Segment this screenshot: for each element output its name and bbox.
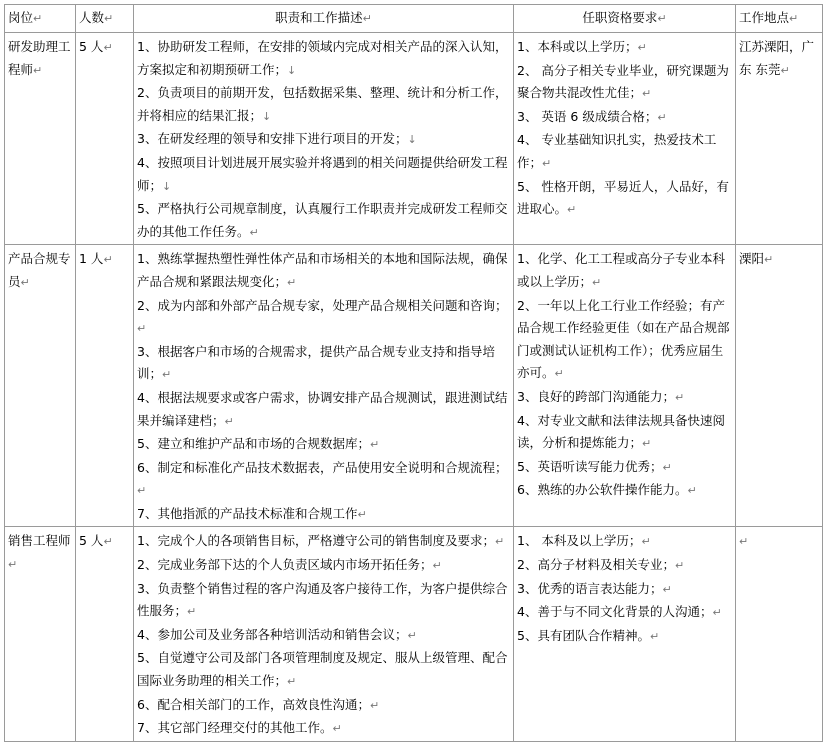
duty-item: 1、协助研发工程师，在安排的领域内完成对相关产品的深入认知，方案拟定和初期预研工作；↓ (137, 39, 508, 77)
header-count: 人数↵ (76, 5, 134, 33)
cell-duties (134, 527, 514, 741)
requirement-item: 4、 专业基础知识扎实，热爱技术工作；↵ (517, 132, 717, 170)
duty-item: 3、根据客户和市场的合规需求，提供产品合规专业支持和指导培训；↵ (137, 343, 495, 382)
duty-item: 5、严格执行公司规章制度，认真履行工作职责并完成研发工程师交办的其他工作任务。↵ (137, 201, 508, 239)
cell-location: 江苏溧阳，广东 东莞↵ (736, 33, 823, 245)
requirement-item: 2、一年以上化工行业工作经验；有产品合规工作经验更佳（如在产品合规部门或测试认证机构工作）；优秀应届生亦可。↵ (517, 297, 730, 381)
cell-requirements (514, 245, 736, 527)
requirement-item: 6、熟练的办公软件操作能力。↵ (517, 482, 697, 498)
requirement-item: 1、本科或以上学历；↵ (517, 39, 647, 54)
requirement-item: 3、优秀的语言表达能力；↵ (517, 580, 672, 596)
requirement-item: 2、高分子材料及相关专业；↵ (517, 557, 685, 573)
table-row (5, 245, 823, 527)
header-row (5, 5, 823, 33)
requirement-item: 5、 性格开朗，平易近人，人品好，有进取心。↵ (517, 178, 729, 217)
duty-item: 2、成为内部和外部产品合规专家，处理产品合规相关问题和咨询；↵ (137, 297, 508, 336)
duty-item: 3、负责整个销售过程的客户沟通及客户接待工作，为客户提供综合性服务；↵ (137, 580, 508, 619)
duty-item: 2、完成业务部下达的个人负责区域内市场开拓任务；↵ (137, 557, 442, 573)
requirement-item: 3、 英语 6 级成绩合格；↵ (517, 108, 667, 124)
requirement-item: 5、英语听读写能力优秀；↵ (517, 458, 672, 474)
duty-item: 2、负责项目的前期开发，包括数据采集、整理、统计和分析工作，并将相应的结果汇报；↓ (137, 85, 508, 123)
cell-position: 产品合规专员↵ (5, 245, 76, 527)
requirement-item: 3、良好的跨部门沟通能力；↵ (517, 388, 685, 404)
cell-count: 5 人↵ (76, 527, 134, 741)
duty-item: 1、熟练掌握热塑性弹性体产品和市场相关的本地和国际法规，确保产品合规和紧跟法规变化；↵ (137, 251, 508, 289)
duty-item: 4、参加公司及业务部各种培训活动和销售会议；↵ (137, 626, 417, 642)
duty-item: 7、其它部门经理交付的其他工作。↵ (137, 720, 342, 736)
requirement-item: 4、善于与不同文化背景的人沟通；↵ (517, 604, 722, 620)
cell-position: 研发助理工程师↵ (5, 33, 76, 245)
duty-item: 4、按照项目计划进展开展实验并将遇到的相关问题提供给研发工程师；↓ (137, 154, 508, 193)
cell-requirements (514, 33, 736, 245)
duty-item: 3、在研发经理的领导和安排下进行项目的开发；↓ (137, 131, 417, 147)
table-row (5, 33, 823, 245)
duty-item: 7、其他指派的产品技术标准和合规工作↵ (137, 505, 367, 521)
duty-item: 6、配合相关部门的工作，高效良性沟通；↵ (137, 696, 380, 712)
header-position: 岗位↵ (5, 5, 76, 33)
job-table (4, 4, 823, 742)
duty-item: 1、完成个人的各项销售目标，严格遵守公司的销售制度及要求；↵ (137, 533, 505, 549)
cell-count: 5 人↵ (76, 33, 134, 245)
duty-item: 4、根据法规要求或客户需求，协调安排产品合规测试，跟进测试结果并编译建档；↵ (137, 389, 508, 428)
duty-item: 5、自觉遵守公司及部门各项管理制度及规定、服从上级管理、配合国际业务助理的相关工作；↵ (137, 650, 508, 689)
cell-duties (134, 33, 514, 245)
requirement-item: 1、 本科及以上学历；↵ (517, 533, 651, 549)
duty-item: 5、建立和维护产品和市场的合规数据库；↵ (137, 436, 380, 452)
requirement-item: 2、 高分子相关专业毕业，研究课题为聚合物共混改性尤佳；↵ (517, 62, 729, 101)
cell-count: 1 人↵ (76, 245, 134, 527)
requirement-item: 1、化学、化工工程或高分子专业本科或以上学历；↵ (517, 251, 725, 289)
table-row (5, 527, 823, 741)
cell-duties (134, 245, 514, 527)
requirement-item: 4、对专业文献和法律法规具备快速阅读，分析和提炼能力；↵ (517, 412, 725, 451)
cell-location: ↵ (736, 527, 823, 741)
cell-location: 溧阳↵ (736, 245, 823, 527)
requirement-item: 5、具有团队合作精神。↵ (517, 627, 660, 643)
header-requirements: 任职资格要求↵ (514, 5, 736, 33)
duty-item: 6、制定和标准化产品技术数据表，产品使用安全说明和合规流程；↵ (137, 459, 508, 498)
header-location: 工作地点↵ (736, 5, 823, 33)
cell-position: 销售工程师↵ (5, 527, 76, 741)
cell-requirements (514, 527, 736, 741)
header-duties: 职责和工作描述↵ (134, 5, 514, 33)
